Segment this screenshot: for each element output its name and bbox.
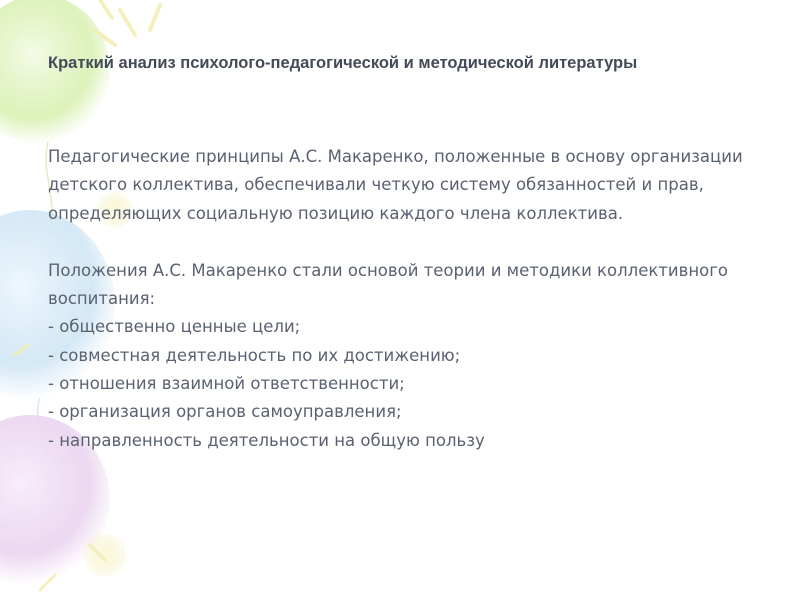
list-item: - направленность деятельности на общую пользу xyxy=(48,430,485,450)
paragraph-spacer xyxy=(48,228,768,257)
paragraph-positions-intro: Положения А.С. Макаренко стали основой теории и методики коллективного воспитания: xyxy=(48,260,729,309)
list-item: - организация органов самоуправления; xyxy=(48,402,402,422)
sparkle-rays xyxy=(95,0,160,45)
list-item: - общественно ценные цели; xyxy=(48,317,301,337)
slide-body xyxy=(48,143,768,455)
glow-spot xyxy=(83,533,127,577)
list-item: - отношения взаимной ответственности; xyxy=(48,374,405,394)
positions-list xyxy=(48,313,768,454)
list-item: - совместная деятельность по их достижению; xyxy=(48,345,461,365)
paragraph-principles: Педагогические принципы А.С. Макаренко, положенные в основу организации детского коллектива, обеспечивали четкую систему обязанностей и прав, определяющих социальную позицию каждого члена коллектива. xyxy=(48,147,743,223)
slide-title: Краткий анализ психолого-педагогической и методической литературы xyxy=(48,54,638,72)
